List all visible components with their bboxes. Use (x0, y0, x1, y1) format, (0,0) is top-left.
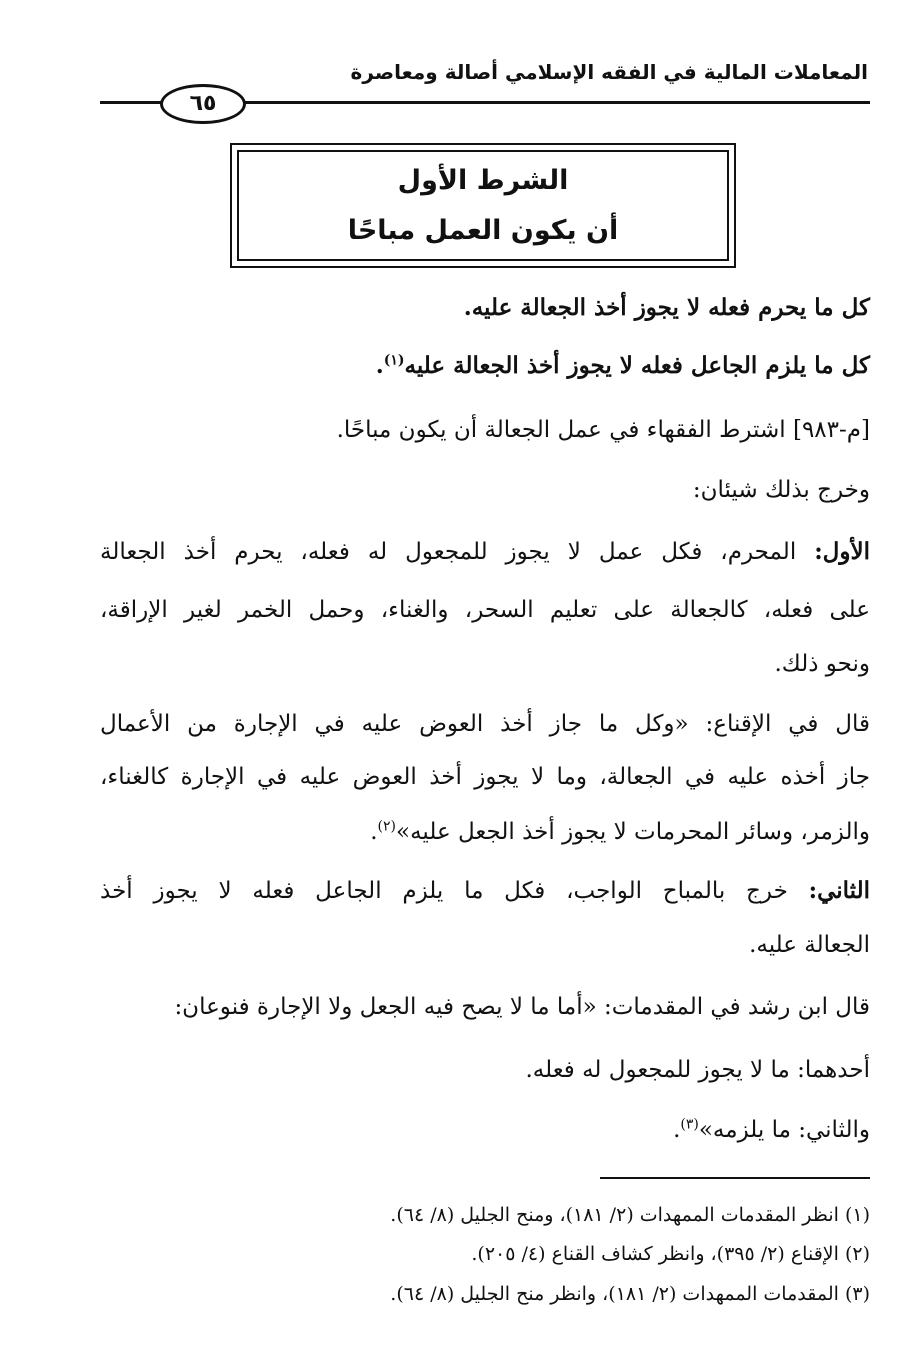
paragraph-two-things: وخرج بذلك شيئان: (692, 477, 870, 503)
footnote-marker-1: (١) (383, 352, 405, 369)
page-number: ٦٥ (160, 84, 246, 124)
second-item-line-2: الجعالة عليه. (749, 932, 870, 958)
first-item-label: الأول: (814, 538, 871, 565)
iqna-quote-end: . (370, 819, 378, 845)
section-title-frame (230, 143, 736, 268)
rule-2 (100, 349, 870, 383)
first-item-text-1: المحرم، فكل عمل لا يجوز للمجعول له فعله، يحرم أخذ الجعالة (100, 539, 797, 565)
rule-2-end: . (375, 352, 384, 379)
running-header-title: المعاملات المالية في الفقه الإسلامي أصالة ومعاصرة (350, 60, 868, 84)
section-title-inner (237, 150, 729, 261)
iqna-quote-line-1: قال في الإقناع: «وكل ما جاز أخذ العوض عليه في الإجارة من الأعمال (100, 711, 870, 737)
footnote-1: (١) انظر المقدمات الممهدات (٢/ ١٨١)، ومنح الجليل (٨/ ٦٤). (390, 1204, 870, 1226)
iqna-quote-line-2: جاز أخذه عليه في الجعالة، وما لا يجوز أخذ العوض عليه في الإجارة كالغناء، (100, 764, 870, 790)
rushd-quote-end: . (673, 1117, 681, 1143)
second-item-label: الثاني: (808, 877, 870, 904)
rushd-quote-line-2: أحدهما: ما لا يجوز للمجعول له فعله. (525, 1057, 870, 1083)
footnote-marker-3: (٣) (680, 1116, 699, 1133)
rule-1: كل ما يحرم فعله لا يجوز أخذ الجعالة عليه. (463, 294, 870, 321)
first-item-line-1 (100, 535, 870, 569)
paragraph-condition: [م-٩٨٣] اشترط الفقهاء في عمل الجعالة أن يكون مباحًا. (336, 417, 870, 443)
rushd-quote-line-3 (100, 1113, 870, 1147)
first-item-line-2: على فعله، كالجعالة على تعليم السحر، والغناء، وحمل الخمر لغير الإراقة، (100, 597, 870, 623)
second-item-text-1: خرج بالمباح الواجب، فكل ما يلزم الجاعل فعله لا يجوز أخذ (100, 878, 788, 904)
rushd-quote-line-1: قال ابن رشد في المقدمات: «أما ما لا يصح فيه الجعل ولا الإجارة فنوعان: (174, 994, 870, 1020)
first-item-line-3: ونحو ذلك. (774, 651, 870, 677)
rushd-quote-text-3: والثاني: ما يلزمه» (698, 1117, 870, 1143)
section-title-line-2: أن يكون العمل مباحًا (347, 214, 619, 246)
section-title-line-1: الشرط الأول (397, 164, 569, 196)
iqna-quote-line-3 (100, 815, 870, 849)
footnote-marker-2: (٢) (377, 818, 397, 835)
footnote-2: (٢) الإقناع (٢/ ٣٩٥)، وانظر كشاف القناع (٤/ ٢٠٥). (471, 1243, 870, 1265)
iqna-quote-text-3: والزمر، وسائر المحرمات لا يجوز أخذ الجعل عليه» (396, 819, 870, 845)
footnote-separator (600, 1177, 870, 1179)
second-item-line-1 (100, 874, 870, 908)
rule-2-text: كل ما يلزم الجاعل فعله لا يجوز أخذ الجعالة عليه (404, 352, 870, 379)
footnote-3: (٣) المقدمات الممهدات (٢/ ١٨١)، وانظر منح الجليل (٨/ ٦٤). (390, 1283, 870, 1305)
